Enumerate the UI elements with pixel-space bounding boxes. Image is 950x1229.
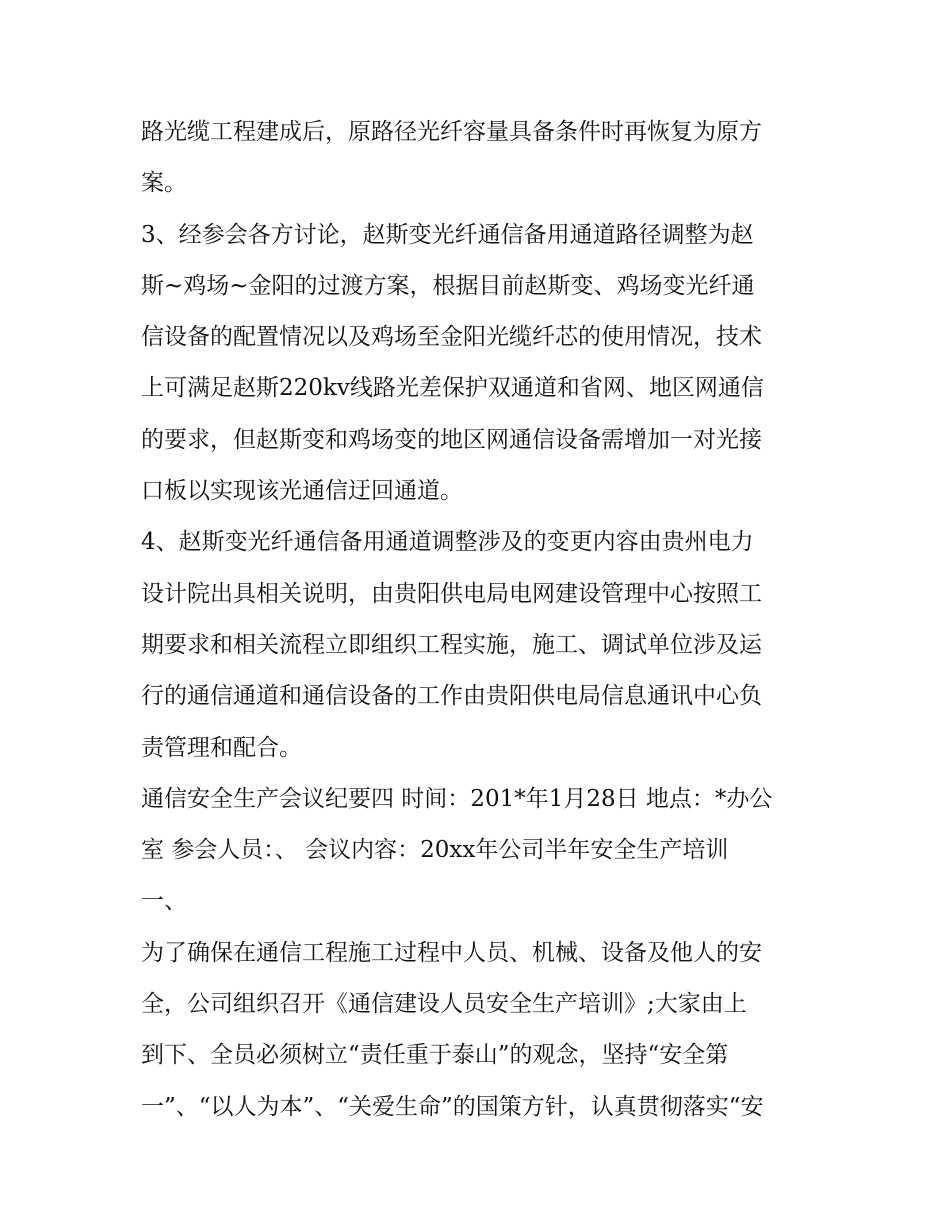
text-line: 行的通信通道和通信设备的工作由贵阳供电局信息通讯中心负 [141,683,762,710]
text-line: 为了确保在通信工程施工过程中人员、机械、设备及他人的安 [141,939,762,966]
text-line: 口板以实现该光通信迂回通道。 [141,478,463,505]
text-line: 到下、全员必须树立“责任重于泰山”的观念，坚持“安全第 [141,1042,729,1069]
text-line: 一”、“以人为本”、“关爱生命”的国策方针，认真贯彻落实“安 [141,1093,764,1120]
text-line: 责管理和配合。 [141,734,302,761]
text-line: 3、经参会各方讨论，赵斯变光纤通信备用通道路径调整为赵 [141,221,754,248]
text-line: 4、赵斯变光纤通信备用通道调整涉及的变更内容由贵州电力 [141,529,754,556]
text-line: 的要求，但赵斯变和鸡场变的地区网通信设备需增加一对光接 [141,426,762,453]
text-line: 设计院出具相关说明，由贵阳供电局电网建设管理中心按照工 [141,580,762,607]
text-line: 信设备的配置情况以及鸡场至金阳光缆纤芯的使用情况，技术 [141,324,762,351]
text-line: 上可满足赵斯220kv线路光差保护双通道和省网、地区网通信 [141,375,764,402]
text-line: 通信安全生产会议纪要四 时间：201*年1月28日 地点：*办公 [141,785,773,812]
text-line: 期要求和相关流程立即组织工程实施，施工、调试单位涉及运 [141,631,762,658]
text-line: 案。 [141,170,187,197]
text-line: 路光缆工程建成后，原路径光纤容量具备条件时再恢复为原方 [141,119,762,145]
text-line: 一、 [141,888,187,915]
text-line: 室 参会人员：、 会议内容：20xx年公司半年安全生产培训 [141,837,729,864]
text-line: 全，公司组织召开《通信建设人员安全生产培训》;大家由上 [141,991,747,1018]
document-body [141,107,821,1133]
text-line: 斯~鸡场~金阳的过渡方案，根据目前赵斯变、鸡场变光纤通 [141,272,755,299]
